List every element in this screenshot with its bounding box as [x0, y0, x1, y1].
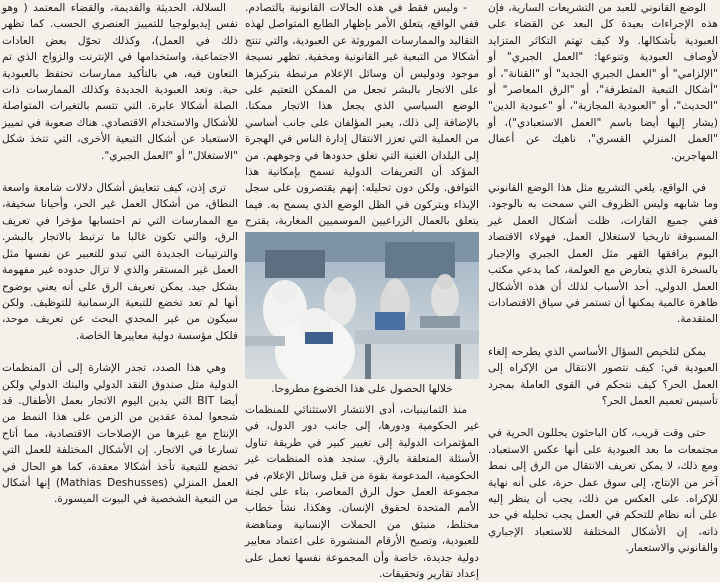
paragraph: منذ الثمانينيات، أدى الانتشار الاستثنائي للمنظمات غير الحكومية ودورها، إلى جانب دور الدول، في المؤتمرات الدولية إلى تغيير كبير في طريقة تناول الأسئلة المتعلقة بالرق. ستجد هذه المنظمات غير الحكومية، المدعومة بقوة من قبل وسائل الإعلام، في مجموعة العمل حول الرق المعاصر، بناء على لجنة الأمم المتحدة لحقوق الإنسان. وهكذا، نشأ خطاب مختلط، منبثق من الحملات الإنسانية ومناهضة للعبودية، وتصبح الأرقام المنشورة على اعتماد معايير دولية جديدة، خاصة وأن المجموعة نفسها تعمل على إعداد تقارير وتحقيقات. [245, 404, 479, 581]
photo-caption: خلالها الحصول على هذا الخضوع مطروحا. [271, 383, 453, 395]
text-column-right [488, 0, 718, 555]
text-column-left [2, 0, 238, 540]
paragraph: حتى وقت قريب، كان الباحثون يحللون الحرية في مجتمعات ما بعد العبودية على أنها عكس الاستعباد. ومع ذلك، لا يمكن تعريف الانتقال من الرق إلى نمط آخر من الإنتاج، إلى سوق عمل حرة، على أنه نهاية للإكراه. على العكس من ذلك، يجب أن ينظر إليه على أنه نظام للتحكم في العمل يجب تحليله في حد ذاته، إن الأشكال المختلفة للاستعباد الإجباري والقانوني والاستعمار. [488, 427, 718, 555]
paragraph: في الواقع، يلغي التشريع مثل هذا الوضع القانوني وما شابهه وليس الظروف التي سمحت به بالوجود. ففي جميع القارات، ظلت أشكال العمل غير المسبوقة تاريخيا لاستغلال العمل. فهولاء الاقتصاد اليوم يرافقها القهر مثل العمل الجبري والإجبار بالسخرة الذي يتعارض مع العولمة، كما يدعي مكتب العمل الدولي. أحد الأسباب لذلك أن هذه الأشكال ظاهرة عالمية يمكنها أن تستمر في سياق الاقتصادات المتقدمة. [488, 182, 718, 326]
paragraph: وهي هذا الصدد، تجدر الإشارة إلى أن المنظمات الدولية مثل صندوق النقد الدولي والبنك الدولي ولكن أيضا BIT التي يدين اليوم الاتجار بعمل الأطفال. قد شجعوا لمدة عقدين من الزمن على هذا النمط من الإنتاج مع غيرها من الإصلاحات الاقتصادية، مما أتاح تسارعا في الاتجار. إن الأشكال المختلفة للعمل التي تخضع للتبعية تأخذ أشكالا معقدة، كما هو الحال في العمل المنزلي (Mathias Deshusses) إنها أشكال من التبعية الشخصية في البيوت الميسورة. [2, 362, 238, 506]
paragraph: يمكن لتلخيص السؤال الأساسي الذي يطرحه إلغاء العبودية في: كيف نتصور الانتقال من الإكراه إلى العمل الحر؟ كيف نتحكم في القوى العاملة بمجرد تأسيس تعميم العمل الحر؟ [488, 345, 718, 407]
paragraph: - وليس فقط في هذه الحالات القانونية بالتصادم. ففي الواقع، يتعلق الأمر بإظهار الطابع المتواصل لهذه التقاليد والممارسات الموروثة عن العبودية، والتي تنتج أشكالا من التبعية غير القانونية ومخفية. تظهر نسيجة موجود ودوليس أن وسائل الإعلام مرتبطة بتركيزها على الاتجار بالبشر تجعل من الممكن التعتيم على الوضع السياسي الذي يجعل هذا الاتجار ممكنا. بالإضافة إلى ذلك، يعبر المؤلفان على جانب أساسي من العملية التي تعزز الانتقال إدارة الناس في الهجرة إلى البلدان الغنية التي تغلق حدودها في وجوههم. من المؤكد أن التعريفات الدولية تسمح بإمكانية هذا التوافق. ولكن دون تحليله: إنهم يقتصرون على سجل الإيذاء ويتركون في الظل الوضع الذي يسمح به. فيما يتعلق بالعمال الزراعيين الموسميين المغاربة، يقترح [245, 2, 479, 228]
paragraph: الوضع القانوني للعبد من التشريعات السارية، فإن هذه الإجراءات بعيدة كل البعد عن القضاء على العبودية بأشكالها. ولا كيف تهتم التكاثر المتزايد لأوصاف العبودية وتنوعها: "العمل الجبري" أو "الإلزامي" أو "العمل الجبري الجديد" أو "القنانة"، أو "أشكال التبعية المتطرفة"، أو "الرق المعاصر" أو "الحديث"، أو "العبودية المجازية"، أو "عبودية الدين" (يشار إليها أيضا باسم "العمل الاستعبادي")، أو "العمل المنزلي القسري"، ناهيك عن أعمال المهاجرين. [488, 2, 718, 162]
paragraph: ترى إذن، كيف تتعايش أشكال دلالات شامعة واسعة النطاق، من أشكال العمل غير الحر، وأحيانا سخيفة، مع الممارسات التي تم احتسابها مؤخرا في تعريف الرق، والتي تكون غالبا ما ترتبط بالاتجار بالبشر. والترتيبات الجديدة التي تبدو للتعبير عن نفسها مثل العمل غير المستقر والذي لا تزال حدوده غير مفهومة بشكل جيد. يمكن تعريف الرق على أنه يعني بوضوح أنها لم تعد تخضع للتبعية الرسمانية للتوظيف. ولكن سيكون من غير المجدي البحث عن تعريف موحد، فلكل مؤسسة دولية معاييرها الخاصة. [2, 182, 238, 342]
factory-workers-photo [245, 232, 479, 379]
middle-column-bottom [245, 402, 479, 581]
middle-column-top [245, 0, 479, 228]
paragraph: السلالة، الحديثة والقديمة، والقضاء المعتمد ( وهو نفس إيديولوجيا للتمييز العنصري الحسب. كما تظهر ذلك في العمل)، وكذلك تحوّل بعض العادات الاجتماعية، واستخدامها في الإنترنت والزواج الذي تم التعاون فيه، هي بالتأكيد ممارسات تحتفظ بالعبودية حية. وتعد العبودية الجديدة وكذلك الممارسات ذات الصلة أشكالا عابرة. التي تتسم بالتغيرات المتواصلة للأشكال والاستخدام الاقتصادي. هناك صعوبة في تمييز الاستعباد عن أشكال التبعية الأخرى، التي تتخذ شكل "الاستغلال" أو "العمل الجبري". [2, 2, 238, 162]
